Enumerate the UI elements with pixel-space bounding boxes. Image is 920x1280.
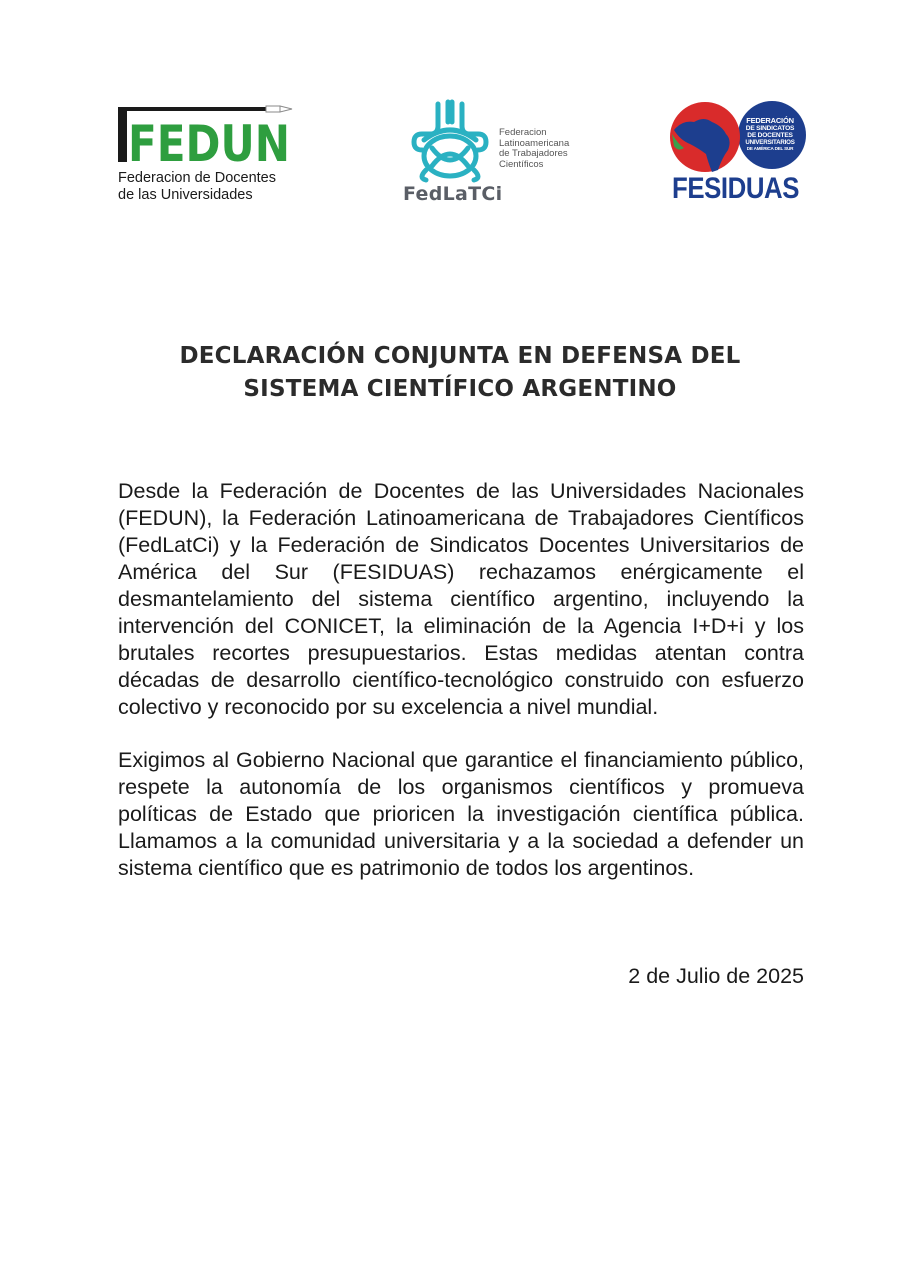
fesiduas-disc-line4: UNIVERSITARIOS [745,139,795,146]
fedlatci-side-line2: Latinoamericana [499,137,570,149]
fedun-logo [118,106,298,206]
fesiduas-disc-line2: DE SINDICATOS [745,125,795,132]
fesiduas-name: FESIDUAS [672,172,800,205]
fedun-wordmark [118,106,298,173]
fedlatci-side-text [499,128,569,170]
fedlatci-side-line3: de Trabajadores [499,148,568,159]
fedun-pencil-band [266,106,280,112]
fedlatci-side-line4: Científicos [499,158,544,170]
fedun-pencil-tip [280,106,292,112]
fesiduas-disc-line3: DE DOCENTES [747,132,793,139]
fedun-f-stem [118,108,127,162]
fedlatci-knot-icon [408,100,492,182]
fedlatci-name: FedLaTCi [403,183,503,205]
fesiduas-logo [668,100,808,208]
fedun-caption-line1: Federacion de Docentes [118,170,276,186]
fesiduas-disc-text [736,117,804,152]
document-title [80,340,840,406]
fedlatci-side-line1: Federacion [499,127,547,138]
fesiduas-disc-line1: FEDERACIÓN [746,116,794,125]
title-line1: DECLARACIÓN CONJUNTA EN DEFENSA DEL [179,343,741,369]
fedlatci-logo [400,100,585,210]
title-line2: SISTEMA CIENTÍFICO ARGENTINO [243,376,677,402]
fedun-pencil-body [118,107,278,111]
paragraph-2: Exigimos al Gobierno Nacional que garantice el financiamiento público, respete la autonomía de los organismos científicos y promueva políticas de Estado que prioricen la investigación científica pública. Llamamos a la comunidad universitaria y a la sociedad a defender un sistema científico que es patrimonio de todos los argentinos. [118,748,804,880]
fedun-caption-line2: de las Universidades [118,187,253,203]
fedun-wordmark-text: FEDUN [128,115,290,173]
document-date: 2 de Julio de 2025 [628,964,804,988]
paragraph-1: Desde la Federación de Docentes de las Universidades Nacionales (FEDUN), la Federación Latinoamericana de Trabajadores Científicos (FedLatCi) y la Federación de Sindicatos Docentes Universitarios de América del Sur (FESIDUAS) rechazamos enérgicamente el desmantelamiento del sistema científico argentino, incluyendo la intervención del CONICET, la eliminación de la Agencia I+D+i y los brutales recortes presupuestarios. Estas medidas atentan contra décadas de desarrollo científico-tecnológico construido con esfuerzo colectivo y reconocido por su excelencia a nivel mundial. [118,479,804,719]
fesiduas-disc-line5: DE AMÉRICA DEL SUR [746,146,794,151]
fedun-caption [118,170,276,204]
